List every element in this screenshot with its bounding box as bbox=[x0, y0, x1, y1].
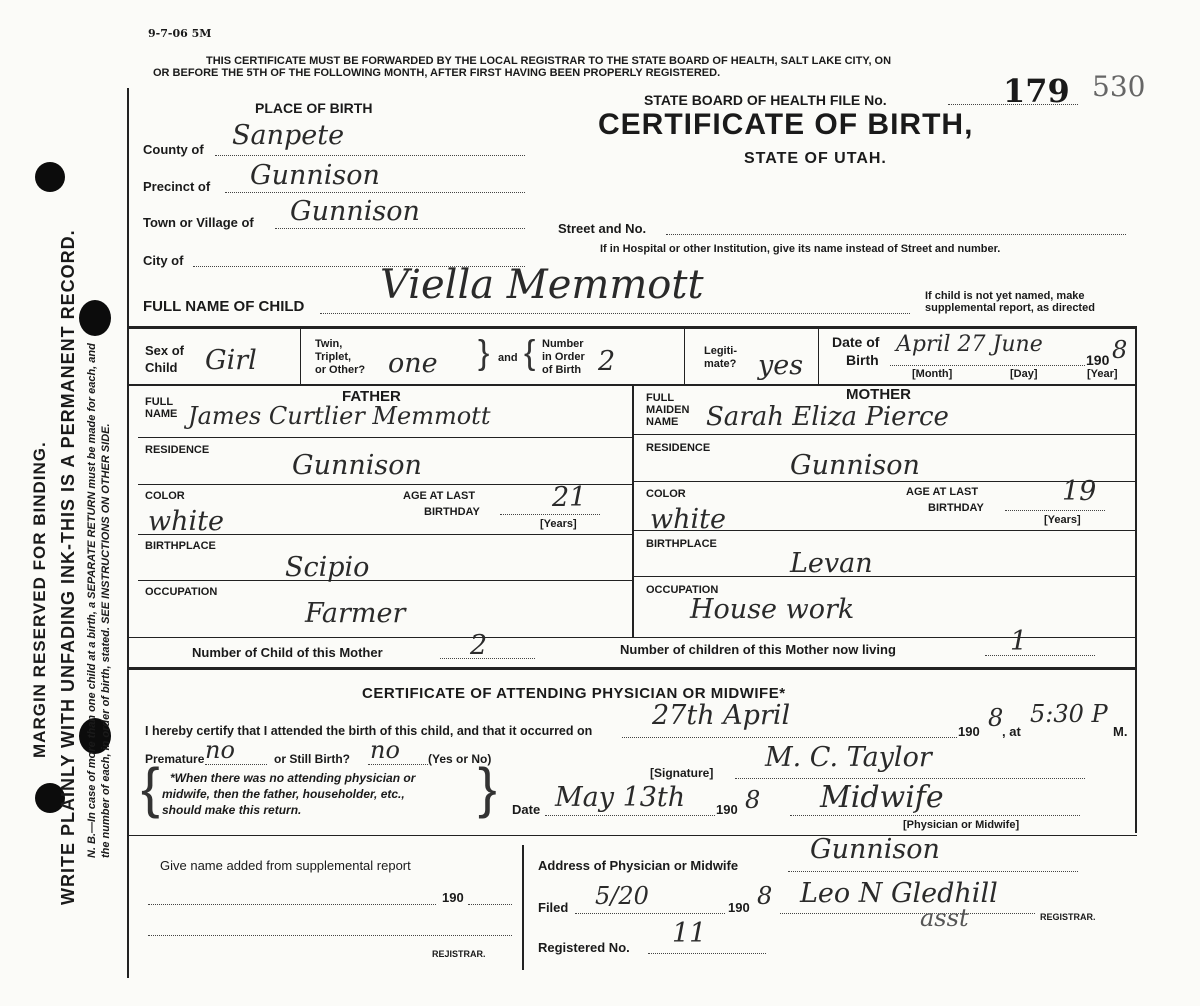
mother-age-label-2: BIRTHDAY bbox=[928, 502, 984, 514]
div-parents bbox=[632, 384, 634, 637]
brace-twin: } bbox=[478, 334, 490, 372]
div-legit bbox=[818, 328, 819, 384]
unnamed-note-1: If child is not yet named, make bbox=[925, 290, 1085, 302]
legit-label-2: mate? bbox=[704, 358, 737, 370]
order-value: 2 bbox=[598, 346, 616, 377]
margin-ink-text: WRITE PLAINLY WITH UNFADING INK-THIS IS A PERMANENT RECORD. bbox=[58, 229, 78, 905]
notice-line-1: THIS CERTIFICATE MUST BE FORWARDED BY THE LOCAL REGISTRAR TO THE STATE BOARD OF HEALTH, SALT LAKE CITY, ON bbox=[206, 55, 892, 67]
father-age-line bbox=[500, 514, 600, 515]
living-label: Number of children of this Mother now living bbox=[620, 642, 896, 657]
order-label-1: Number bbox=[542, 338, 584, 350]
child-number-line bbox=[440, 658, 535, 659]
legit-value: yes bbox=[758, 350, 804, 381]
sex-value: Girl bbox=[205, 345, 257, 376]
brace-note-right: } bbox=[478, 756, 497, 819]
father-heading: FATHER bbox=[342, 388, 401, 405]
registrar-signature: Leo N Gledhill bbox=[800, 878, 998, 909]
premature-value: no bbox=[205, 736, 235, 764]
mother-birthplace-value: Levan bbox=[790, 548, 873, 579]
still-birth-value: no bbox=[370, 736, 400, 764]
address-line bbox=[788, 871, 1078, 872]
div-order bbox=[684, 328, 685, 384]
child-name-value: Viella Memmott bbox=[380, 262, 704, 308]
unnamed-note-2: supplemental report, as directed bbox=[925, 302, 1095, 314]
registered-no-line bbox=[648, 953, 766, 954]
supplemental-registrar-label: REJISTRAR. bbox=[432, 949, 486, 959]
rule-child-top bbox=[127, 326, 1137, 329]
supplemental-box-right bbox=[522, 845, 524, 970]
birth-date-value: 27th April bbox=[652, 700, 791, 731]
twin-value: one bbox=[388, 348, 438, 379]
mother-name-rule bbox=[632, 434, 1135, 435]
sign-date-value: May 13th bbox=[555, 782, 686, 813]
father-birthplace-rule bbox=[138, 580, 632, 581]
filed-year-printed: 190 bbox=[728, 900, 750, 915]
and-label: and bbox=[498, 352, 518, 364]
sign-year-value: 8 bbox=[745, 786, 761, 814]
father-name-label-1: FULL bbox=[145, 396, 174, 408]
child-name-line bbox=[320, 313, 910, 314]
sign-date-label: Date bbox=[512, 802, 541, 817]
registrar-assistant-note: asst bbox=[920, 904, 969, 932]
mother-occupation-label: OCCUPATION bbox=[646, 584, 719, 596]
premature-label: Premature bbox=[145, 752, 205, 766]
precinct-label: Precinct of bbox=[143, 179, 211, 194]
father-color-rule bbox=[138, 534, 632, 535]
still-birth-line bbox=[368, 764, 428, 765]
registrar-line bbox=[780, 913, 1035, 914]
margin-binding-text: MARGIN RESERVED FOR BINDING. bbox=[30, 441, 49, 758]
filed-label: Filed bbox=[538, 900, 569, 915]
dob-year-printed: 190 bbox=[1086, 352, 1110, 368]
mother-heading: MOTHER bbox=[846, 386, 911, 403]
father-occupation-label: OCCUPATION bbox=[145, 586, 218, 598]
filed-line bbox=[575, 913, 725, 914]
father-name-rule bbox=[138, 437, 632, 438]
sign-date-line bbox=[545, 815, 715, 816]
county-value: Sanpete bbox=[232, 120, 345, 151]
dob-value: April 27 June bbox=[896, 332, 1043, 357]
father-name-label-2: NAME bbox=[145, 408, 178, 420]
certify-text: I hereby certify that I attended the birth of this child, and that it occurred on bbox=[145, 724, 593, 738]
filed-year-value: 8 bbox=[757, 882, 773, 910]
birth-time-value: 5:30 P bbox=[1030, 700, 1108, 728]
order-label-3: of Birth bbox=[542, 364, 582, 376]
registered-no-value: 11 bbox=[672, 918, 707, 949]
note-line-3: should make this return. bbox=[162, 803, 302, 817]
margin-note-1: N. B.—In case of more than one child at a birth, a SEPARATE RETURN must be made for each, and bbox=[86, 343, 98, 858]
state-of-utah: STATE OF UTAH. bbox=[744, 150, 887, 167]
dob-line bbox=[890, 365, 1085, 366]
hospital-note: If in Hospital or other Institution, give its name instead of Street and number. bbox=[600, 243, 1001, 255]
at-label: , at bbox=[1002, 724, 1021, 739]
dob-label-2: Birth bbox=[846, 352, 879, 368]
father-color-value: white bbox=[148, 506, 224, 537]
city-label: City of bbox=[143, 253, 184, 268]
rule-counts-top bbox=[127, 637, 1137, 638]
signature-line bbox=[735, 778, 1085, 779]
role-line bbox=[790, 815, 1080, 816]
rule-physician-bottom bbox=[127, 835, 1137, 836]
registered-no-label: Registered No. bbox=[538, 940, 630, 955]
file-no: 179 bbox=[1003, 72, 1070, 110]
file-no-handwritten: 530 bbox=[1092, 70, 1146, 103]
address-value: Gunnison bbox=[810, 834, 940, 865]
father-age-value: 21 bbox=[552, 482, 587, 513]
father-residence-label: RESIDENCE bbox=[145, 444, 210, 456]
supplemental-label: Give name added from supplemental report bbox=[160, 858, 411, 873]
place-of-birth-heading: PLACE OF BIRTH bbox=[255, 100, 373, 116]
county-label: County of bbox=[143, 142, 204, 157]
filed-date-value: 5/20 bbox=[595, 882, 649, 910]
birth-year-value: 8 bbox=[988, 704, 1004, 732]
certify-date-line bbox=[622, 737, 957, 738]
note-line-2: midwife, then the father, householder, etc., bbox=[162, 787, 405, 801]
mother-color-label: COLOR bbox=[646, 488, 686, 500]
twin-label-1: Twin, bbox=[315, 338, 343, 350]
twin-label-2: Triplet, bbox=[315, 351, 352, 363]
mother-years-label: [Years] bbox=[1044, 514, 1081, 526]
child-number-label: Number of Child of this Mother bbox=[192, 645, 383, 660]
file-no-label: STATE BOARD OF HEALTH FILE No. bbox=[644, 92, 887, 108]
mother-name-value: Sarah Eliza Pierce bbox=[706, 402, 949, 432]
town-label: Town or Village of bbox=[143, 215, 254, 230]
mother-residence-label: RESIDENCE bbox=[646, 442, 711, 454]
town-value: Gunnison bbox=[290, 196, 420, 227]
frame-left bbox=[127, 88, 129, 978]
margin-note-2: the number of each, in order of birth, stated. SEE INSTRUCTIONS ON OTHER SIDE. bbox=[100, 423, 112, 858]
day-label: [Day] bbox=[1010, 368, 1038, 380]
supplemental-line-1b bbox=[468, 904, 512, 905]
sex-label-2: Child bbox=[145, 360, 178, 375]
precinct-value: Gunnison bbox=[250, 160, 380, 191]
certificate-title: CERTIFICATE OF BIRTH, bbox=[598, 108, 974, 141]
physician-heading: CERTIFICATE OF ATTENDING PHYSICIAN OR MIDWIFE* bbox=[362, 685, 786, 702]
father-birthplace-label: BIRTHPLACE bbox=[145, 540, 216, 552]
sign-year-printed: 190 bbox=[716, 802, 738, 817]
legit-label-1: Legiti- bbox=[704, 345, 737, 357]
county-line bbox=[215, 155, 525, 156]
supplemental-line-1 bbox=[148, 904, 436, 905]
registrar-label: REGISTRAR. bbox=[1040, 912, 1096, 922]
father-occupation-value: Farmer bbox=[305, 598, 406, 629]
mother-birthplace-label: BIRTHPLACE bbox=[646, 538, 717, 550]
yes-no-label: (Yes or No) bbox=[428, 752, 492, 766]
signature-value: M. C. Taylor bbox=[765, 742, 932, 773]
mother-color-value: white bbox=[650, 504, 726, 535]
dob-label-1: Date of bbox=[832, 334, 880, 350]
dob-year: 8 bbox=[1112, 336, 1128, 364]
premature-line bbox=[205, 764, 267, 765]
living-value: 1 bbox=[1010, 626, 1028, 657]
address-label: Address of Physician or Midwife bbox=[538, 858, 739, 873]
mother-residence-value: Gunnison bbox=[790, 450, 920, 481]
mother-occupation-value: House work bbox=[690, 594, 855, 625]
year-label: [Year] bbox=[1087, 368, 1118, 380]
role-label: [Physician or Midwife] bbox=[903, 819, 1020, 831]
still-birth-label: or Still Birth? bbox=[274, 752, 350, 766]
file-no-line bbox=[948, 104, 1078, 105]
order-label-2: in Order bbox=[542, 351, 585, 363]
mother-age-line bbox=[1005, 510, 1105, 511]
mother-name-label-3: NAME bbox=[646, 416, 679, 428]
street-line bbox=[666, 234, 1126, 235]
form-code: 9-7-06 5M bbox=[148, 27, 212, 40]
mother-age-label-1: AGE AT LAST bbox=[906, 486, 979, 498]
mother-color-rule bbox=[632, 530, 1135, 531]
father-residence-value: Gunnison bbox=[292, 450, 422, 481]
street-label: Street and No. bbox=[558, 221, 647, 236]
precinct-line bbox=[225, 192, 525, 193]
father-years-label: [Years] bbox=[540, 518, 577, 530]
child-number-value: 2 bbox=[470, 630, 488, 661]
mother-name-label-2: MAIDEN bbox=[646, 404, 690, 416]
m-label: M. bbox=[1113, 724, 1128, 739]
frame-right bbox=[1135, 328, 1137, 833]
father-birthplace-value: Scipio bbox=[285, 552, 370, 583]
birth-year-printed: 190 bbox=[958, 724, 980, 739]
father-age-label-2: BIRTHDAY bbox=[424, 506, 480, 518]
father-name-value: James Curtlier Memmott bbox=[188, 402, 491, 430]
child-name-label: FULL NAME OF CHILD bbox=[143, 298, 305, 315]
father-color-label: COLOR bbox=[145, 490, 185, 502]
sex-label-1: Sex of bbox=[145, 343, 185, 358]
brace-order: { bbox=[524, 334, 536, 372]
town-line bbox=[275, 228, 525, 229]
note-line-1: *When there was no attending physician or bbox=[170, 771, 416, 785]
mother-birthplace-rule bbox=[632, 576, 1135, 577]
notice-line-2: OR BEFORE THE 5TH OF THE FOLLOWING MONTH, AFTER FIRST HAVING BEEN PROPERLY REGISTERED. bbox=[153, 67, 721, 79]
mother-name-label-1: FULL bbox=[646, 392, 675, 404]
binding-hole-mid bbox=[79, 300, 111, 336]
brace-note-left: { bbox=[141, 756, 160, 819]
role-value: Midwife bbox=[820, 780, 944, 815]
supplemental-line-2 bbox=[148, 935, 512, 936]
twin-label-3: or Other? bbox=[315, 364, 366, 376]
signature-label: [Signature] bbox=[650, 766, 714, 780]
rule-physician-top bbox=[127, 667, 1137, 670]
div-sex bbox=[300, 328, 301, 384]
supplemental-year-printed: 190 bbox=[442, 890, 464, 905]
binding-hole-top bbox=[35, 162, 65, 192]
mother-residence-rule bbox=[632, 481, 1135, 482]
living-line bbox=[985, 655, 1095, 656]
month-label: [Month] bbox=[912, 368, 953, 380]
mother-age-value: 19 bbox=[1062, 476, 1097, 507]
father-age-label-1: AGE AT LAST bbox=[403, 490, 476, 502]
